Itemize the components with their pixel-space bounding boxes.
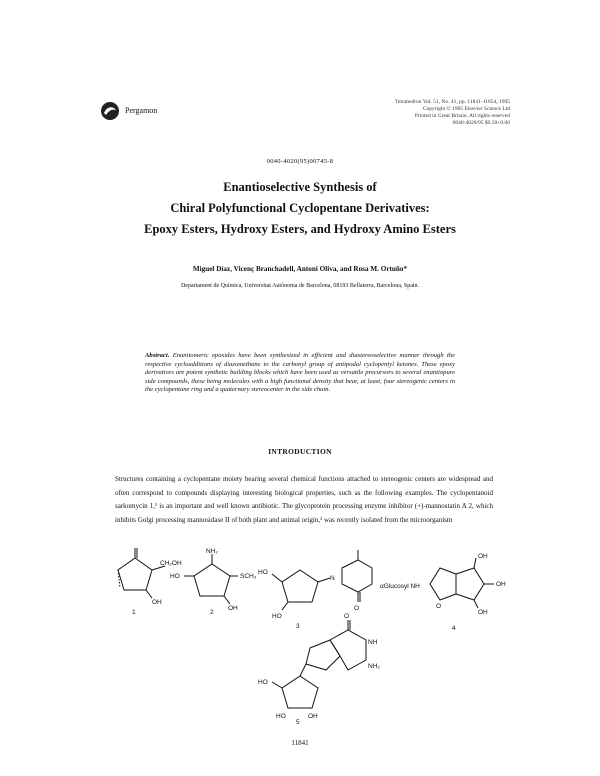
compound-5-pyrimidine <box>330 630 366 670</box>
c5-o: O <box>344 613 350 620</box>
authors: Miguel Díaz, Vicenç Branchadell, Antoni Oliva, and Rosa M. Ortuño* <box>192 265 408 273</box>
pergamon-logo-icon <box>100 101 120 121</box>
journal-info <box>340 99 510 127</box>
c4-oh: OH <box>478 553 488 560</box>
chemical-structures-figure <box>0 548 600 724</box>
compound-3-base <box>342 560 372 592</box>
compound-3-number: 3 <box>296 623 300 630</box>
journal-line: Tetrahedron Vol. 51, No. 41, pp. 11841-11854, 1995 <box>395 99 510 105</box>
compound-2-ring <box>194 564 230 596</box>
c4-oh-3: OH <box>478 609 488 616</box>
journal-line: Printed in Great Britain. All rights reserved <box>414 113 510 119</box>
compound-1-ring <box>118 558 152 590</box>
title-line-3: Epoxy Esters, Hydroxy Esters, and Hydroxy Amino Esters <box>144 222 456 236</box>
introduction-heading: INTRODUCTION <box>268 447 332 456</box>
compound-5-number: 5 <box>296 719 300 724</box>
compound-5-cyclopentane <box>282 676 318 708</box>
c1-ch2oh: CH₂OH <box>160 560 182 567</box>
c5-ho: HO <box>258 679 268 686</box>
document-id: 0040-4020(95)00745-8 <box>266 158 334 165</box>
c5-ho-2: HO <box>276 713 286 720</box>
c5-nh: NH <box>368 639 378 646</box>
compound-1-number: 1 <box>132 609 136 616</box>
publisher-name: Pergamon <box>125 106 158 115</box>
title-line-2: Chiral Polyfunctional Cyclopentane Derivatives: <box>170 201 430 215</box>
journal-line: Copyright © 1995 Elsevier Science Ltd <box>422 106 510 112</box>
c4-oh-2: OH <box>496 581 506 588</box>
c1-oh: OH <box>152 599 162 606</box>
c3-ho: HO <box>258 569 268 576</box>
compound-2-number: 2 <box>210 609 214 616</box>
c3-ho-2: HO <box>272 613 282 620</box>
c5-oh: OH <box>308 713 318 720</box>
c2-sch3: SCH₃ <box>240 573 257 580</box>
c2-ho: HO <box>170 573 180 580</box>
c2-oh: OH <box>228 605 238 612</box>
compound-4-oxazoline <box>430 568 456 600</box>
abstract-text: Enantiomeric epoxides have been synthesized in efficient and diastereoselective manner through the respective cycloadditions of diazomethane to the carbonyl group of antipodal cyclopentyl ketones. These epoxy derivatives are potent synthetic building blocks which have been used as versatile precursors to several enantiopure side compounds, these being molecules with a high functional density that bear, at least, four stereogenic centers in the cyclopentane ring and a quaternary stereocenter in the side chain. <box>145 352 455 394</box>
c5-nh2: NH₂ <box>368 663 380 670</box>
compound-5-imidazole <box>306 640 340 670</box>
c4-glucosyl: αGlucosyl NH <box>380 583 420 590</box>
c2-nh2: NH₂ <box>206 548 218 555</box>
introduction-body: Structures containing a cyclopentane moiety bearing several chemical functions attached to stereogenic centers are widespread and often correspond to compounds displaying interesting biological properties, such as the following examples. The cyclopentanoid sarkomycin 1,¹ is an important and well known antibiotic. The glycoprotein processing enzyme inhibitor (+)-mannostatin A 2, which inhibits Golgi processing mannosidase II of both plant and animal origin,² was recently isolated from the microorganism <box>115 475 493 524</box>
compound-4-ring <box>456 568 484 600</box>
affiliation: Departament de Química, Universitat Autònoma de Barcelona, 08193 Bellaterra, Barcelona, Spain. <box>180 283 420 289</box>
title-line-1: Enantioselective Synthesis of <box>223 180 377 194</box>
compound-4-number: 4 <box>452 625 456 632</box>
abstract <box>145 352 455 395</box>
journal-line: 0040-4020/95 $9.50+0.00 <box>452 120 510 126</box>
abstract-label: Abstract. <box>145 352 170 359</box>
c4-o: O <box>436 603 442 610</box>
page-number: 11841 <box>291 739 309 747</box>
compound-3-ring <box>282 570 318 602</box>
c3-n: N <box>330 575 335 582</box>
c3-o: O <box>354 605 360 612</box>
